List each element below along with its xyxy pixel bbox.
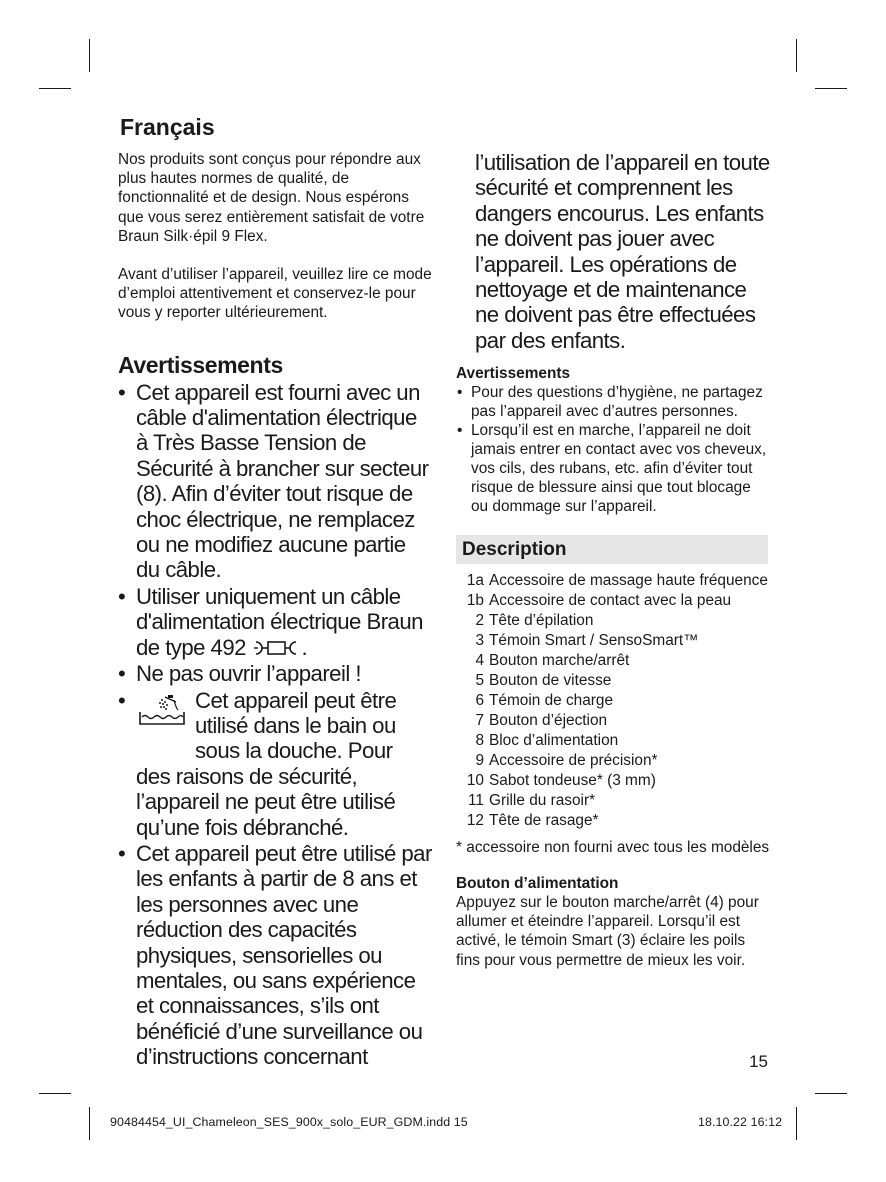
crop-mark [89,1107,90,1140]
part-number: 12 [466,812,484,830]
small-warnings-list [456,383,772,516]
part-label: Tête de rasage* [489,812,599,830]
parts-row [456,711,768,731]
part-label: Bouton marche/arrêt [489,652,630,670]
parts-row [456,571,768,591]
bullet: • [118,661,126,687]
crop-mark [796,1107,797,1140]
crop-mark [796,39,797,72]
warning-text: Cet appareil peut être [195,687,397,713]
bullet: • [118,840,126,866]
description-heading: Description [456,535,768,564]
small-warning-text: Pour des questions d’hygiène, ne partagez pas l’appareil avec d’autres personnes. [471,384,763,421]
part-number: 5 [475,672,484,690]
part-label: Témoin de charge [489,692,614,710]
bullet: • [118,687,126,713]
part-number: 10 [466,772,484,790]
warning-item [118,841,434,1070]
bullet: • [118,583,126,609]
bullet: • [457,384,463,402]
part-label: Accessoire de contact avec la peau [489,592,732,610]
part-number: 1a [466,572,484,590]
footnote: * accessoire non fourni avec tous les modèles [456,839,770,857]
power-heading: Bouton d’alimentation [456,875,619,893]
intro-paragraph: Avant d’utiliser l’appareil, veuillez lire ce mode d’emploi attentivement et conservez-le pour vous y reporter ultérieurement. [118,266,432,322]
warnings-list [118,380,434,1070]
crop-mark [39,1093,71,1094]
bullet: • [118,379,126,405]
crop-mark [89,39,90,72]
part-label: Grille du rasoir* [489,792,596,810]
crop-mark [39,88,71,89]
warning-text: des raisons de sécurité, l’appareil ne peut être utilisé qu’une fois débranché. [136,763,396,840]
right-column [456,112,772,970]
small-warnings-heading: Avertissements [456,365,571,383]
warning-text: Cet appareil peut être utilisé par les enfants à partir de 8 ans et les personnes avec une réduction des capacités physiques, sensorielles ou mentales, ou sans expérience et connaissances, s’ils ont bénéficié d’une surveillance ou d’instructions concernant [136,840,432,1070]
part-label: Bouton de vitesse [489,672,612,690]
power-supply-plug-icon [254,639,302,657]
warnings-heading: Avertissements [118,351,283,378]
part-label: Bloc d’alimentation [489,732,619,750]
warning-item [118,584,434,660]
intro [118,150,434,323]
parts-row [456,691,768,711]
part-label: Tête d’épilation [489,612,594,630]
bullet: • [457,422,463,440]
crop-mark [815,1093,847,1094]
part-number: 7 [475,712,484,730]
small-warning-item [456,421,772,516]
warning-item [118,661,434,686]
warning-text: Cet appareil est fourni avec un câble d'alimentation électrique à Très Basse Tension de Sécurité à brancher sur secteur (8). Afin d’éviter tout risque de choc électrique, ne remplacez ou ne modifiez aucune partie du câble. [136,379,429,583]
part-number: 9 [475,752,484,770]
punctuation: . [301,634,308,660]
parts-row [456,791,768,811]
part-label: Accessoire de massage haute fréquence [489,572,768,590]
part-label: Bouton d’éjection [489,712,608,730]
warning-text: Ne pas ouvrir l’appareil ! [136,661,361,687]
small-warning-text: Lorsqu’il est en marche, l’appareil ne doit jamais entrer en contact avec vos cheveux, vos cils, des rubans, etc. afin d’éviter tout risque de blessure ainsi que tout blocage ou dommage sur l’appareil. [471,422,767,516]
part-label: Sabot tondeuse* (3 mm) [489,772,656,790]
parts-list [456,571,768,831]
parts-row [456,811,768,831]
parts-row [456,651,768,671]
warning-text: sous la douche. Pour [195,738,393,764]
warning-continuation: l’utilisation de l’appareil en toute sécurité et comprennent les dangers encourus. Les enfants ne doivent pas jouer avec l’appareil. Les opérations de nettoyage et de maintenance ne doivent pas être effectuées par des enfants. [475,150,770,353]
part-number: 4 [475,652,484,670]
part-number: 8 [475,732,484,750]
language-title: Français [120,114,215,140]
parts-row [456,731,768,751]
intro-paragraph: Nos produits sont conçus pour répondre aux plus hautes normes de qualité, de fonctionnalité et de design. Nous espérons que vous serez entièrement satisfait de votre Braun Silk·épil 9 Flex. [118,151,425,245]
footer-filename: 90484454_UI_Chameleon_SES_900x_solo_EUR_GDM.indd 15 [110,1115,468,1129]
parts-row [456,671,768,691]
footer-date: 18.10.22 16:12 [698,1115,783,1129]
power-text: Appuyez sur le bouton marche/arrêt (4) pour allumer et éteindre l’appareil. Lorsqu’il est activé, le témoin Smart (3) éclaire les poils fins pour vous permettre de mieux les voir. [456,894,759,969]
warning-item [118,380,434,583]
part-number: 6 [475,692,484,710]
parts-row [456,751,768,771]
part-number: 3 [475,632,484,650]
bath-shower-icon [136,688,188,728]
parts-row [456,611,768,631]
part-number: 11 [468,792,484,810]
warning-item [118,688,434,840]
part-number: 1b [466,592,484,610]
page-number: 15 [749,1052,768,1071]
part-label: Témoin Smart / SensoSmart™ [489,632,699,650]
part-number: 2 [475,612,484,630]
parts-row [456,631,768,651]
parts-row [456,771,768,791]
warning-text: Utiliser uniquement un câble d'alimentation électrique Braun de type 492 [136,583,423,660]
warning-text: utilisé dans le bain ou [195,712,396,738]
left-column [118,112,434,1071]
small-warning-item [456,383,772,421]
parts-row [456,591,768,611]
part-label: Accessoire de précision* [489,752,658,770]
crop-mark [815,88,847,89]
